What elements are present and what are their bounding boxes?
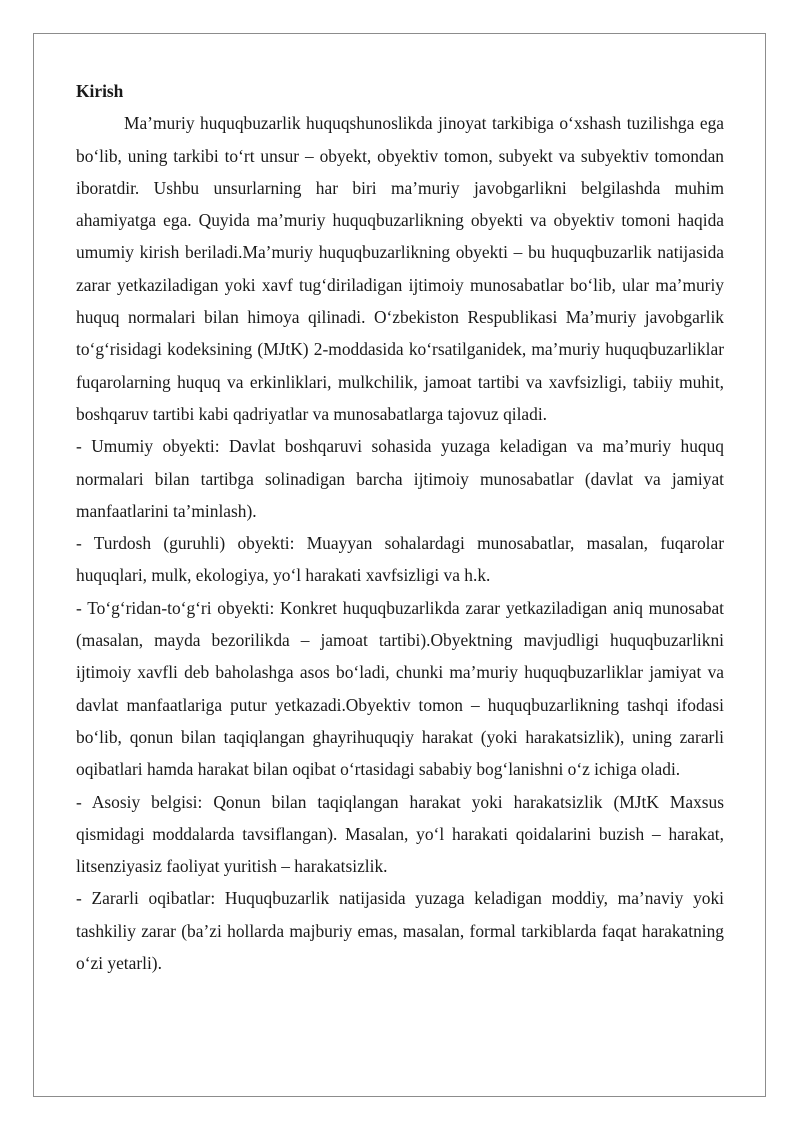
direct-object-paragraph: - To‘g‘ridan-to‘g‘ri obyekti: Konkret huquqbuzarlikda zarar yetkaziladigan aniq munosabat (masalan, mayda bezorilikda – jamoat tartibi).Obyektning mavjudligi huquqbuzarlikni ijtimoiy xavfli deb baholashga asos bo‘ladi, chunki ma’muriy huquqbuzarliklar jamiyat va davlat manfaatlariga putur yetkazadi.Obyektiv tomon – huquqbuzarlikning tashqi ifodasi bo‘lib, qonun bilan taqiqlangan ghayrihuquqiy harakat (yoki harakatsizlik), uning zararli oqibatlari hamda harakat bilan oqibat o‘rtasidagi sababiy bog‘lanishni o‘z ichiga oladi. <box>76 597 724 780</box>
section-heading: Kirish <box>76 81 124 101</box>
main-feature-paragraph: - Asosiy belgisi: Qonun bilan taqiqlangan harakat yoki harakatsizlik (MJtK Maxsus qismidagi moddalarda tavsiflangan). Masalan, yo‘l harakati qoidalarini buzish – harakat, litsenziyasiz faoliyat yuritish – harakatsizlik. <box>76 791 724 877</box>
intro-paragraph: Ma’muriy huquqbuzarlik huquqshunoslikda jinoyat tarkibiga o‘xshash tuzilishga ega bo‘lib, uning tarkibi to‘rt unsur – obyekt, obyektiv tomon, subyekt va subyektiv tomondan iboratdir. Ushbu unsurlarning har biri ma’muriy javobgarlikni belgilashda muhim ahamiyatga ega. Quyida ma’muriy huquqbuzarlikning obyekti va obyektiv tomoni haqida umumiy kirish beriladi.Ma’muriy huquqbuzarlikning obyekti – bu huquqbuzarlik natijasida zarar yetkaziladigan yoki xavf tug‘diriladigan ijtimoiy munosabatlar bo‘lib, ular ma’muriy huquq normalari bilan himoya qilinadi. O‘zbekiston Respublikasi Ma’muriy javobgarlik to‘g‘risidagi kodeksining (MJtK) 2-moddasida ko‘rsatilganidek, ma’muriy huquqbuzarliklar fuqarolarning huquq va erkinliklari, mulkchilik, jamoat tartibi va xavfsizligi, tabiiy muhit, boshqaruv tartibi kabi qadriyatlar va munosabatlarga tajovuz qiladi. <box>76 113 724 424</box>
general-object-paragraph: - Umumiy obyekti: Davlat boshqaruvi sohasida yuzaga keladigan va ma’muriy huquq normalari bilan tartibga solinadigan barcha ijtimoiy munosabatlar (davlat va jamiyat manfaatlarini ta’minlash). <box>76 436 724 521</box>
harmful-consequences-paragraph: - Zararli oqibatlar: Huquqbuzarlik natijasida yuzaga keladigan moddiy, ma’naviy yoki tashkiliy zarar (ba’zi hollarda majburiy emas, masalan, formal tarkiblarda faqat harakatning o‘zi yetarli). <box>76 888 724 974</box>
document-body <box>76 75 724 979</box>
generic-object-paragraph: - Turdosh (guruhli) obyekti: Muayyan sohalardagi munosabatlar, masalan, fuqarolar huquqlari, mulk, ekologiya, yo‘l harakati xavfsizligi va h.k. <box>76 533 724 586</box>
